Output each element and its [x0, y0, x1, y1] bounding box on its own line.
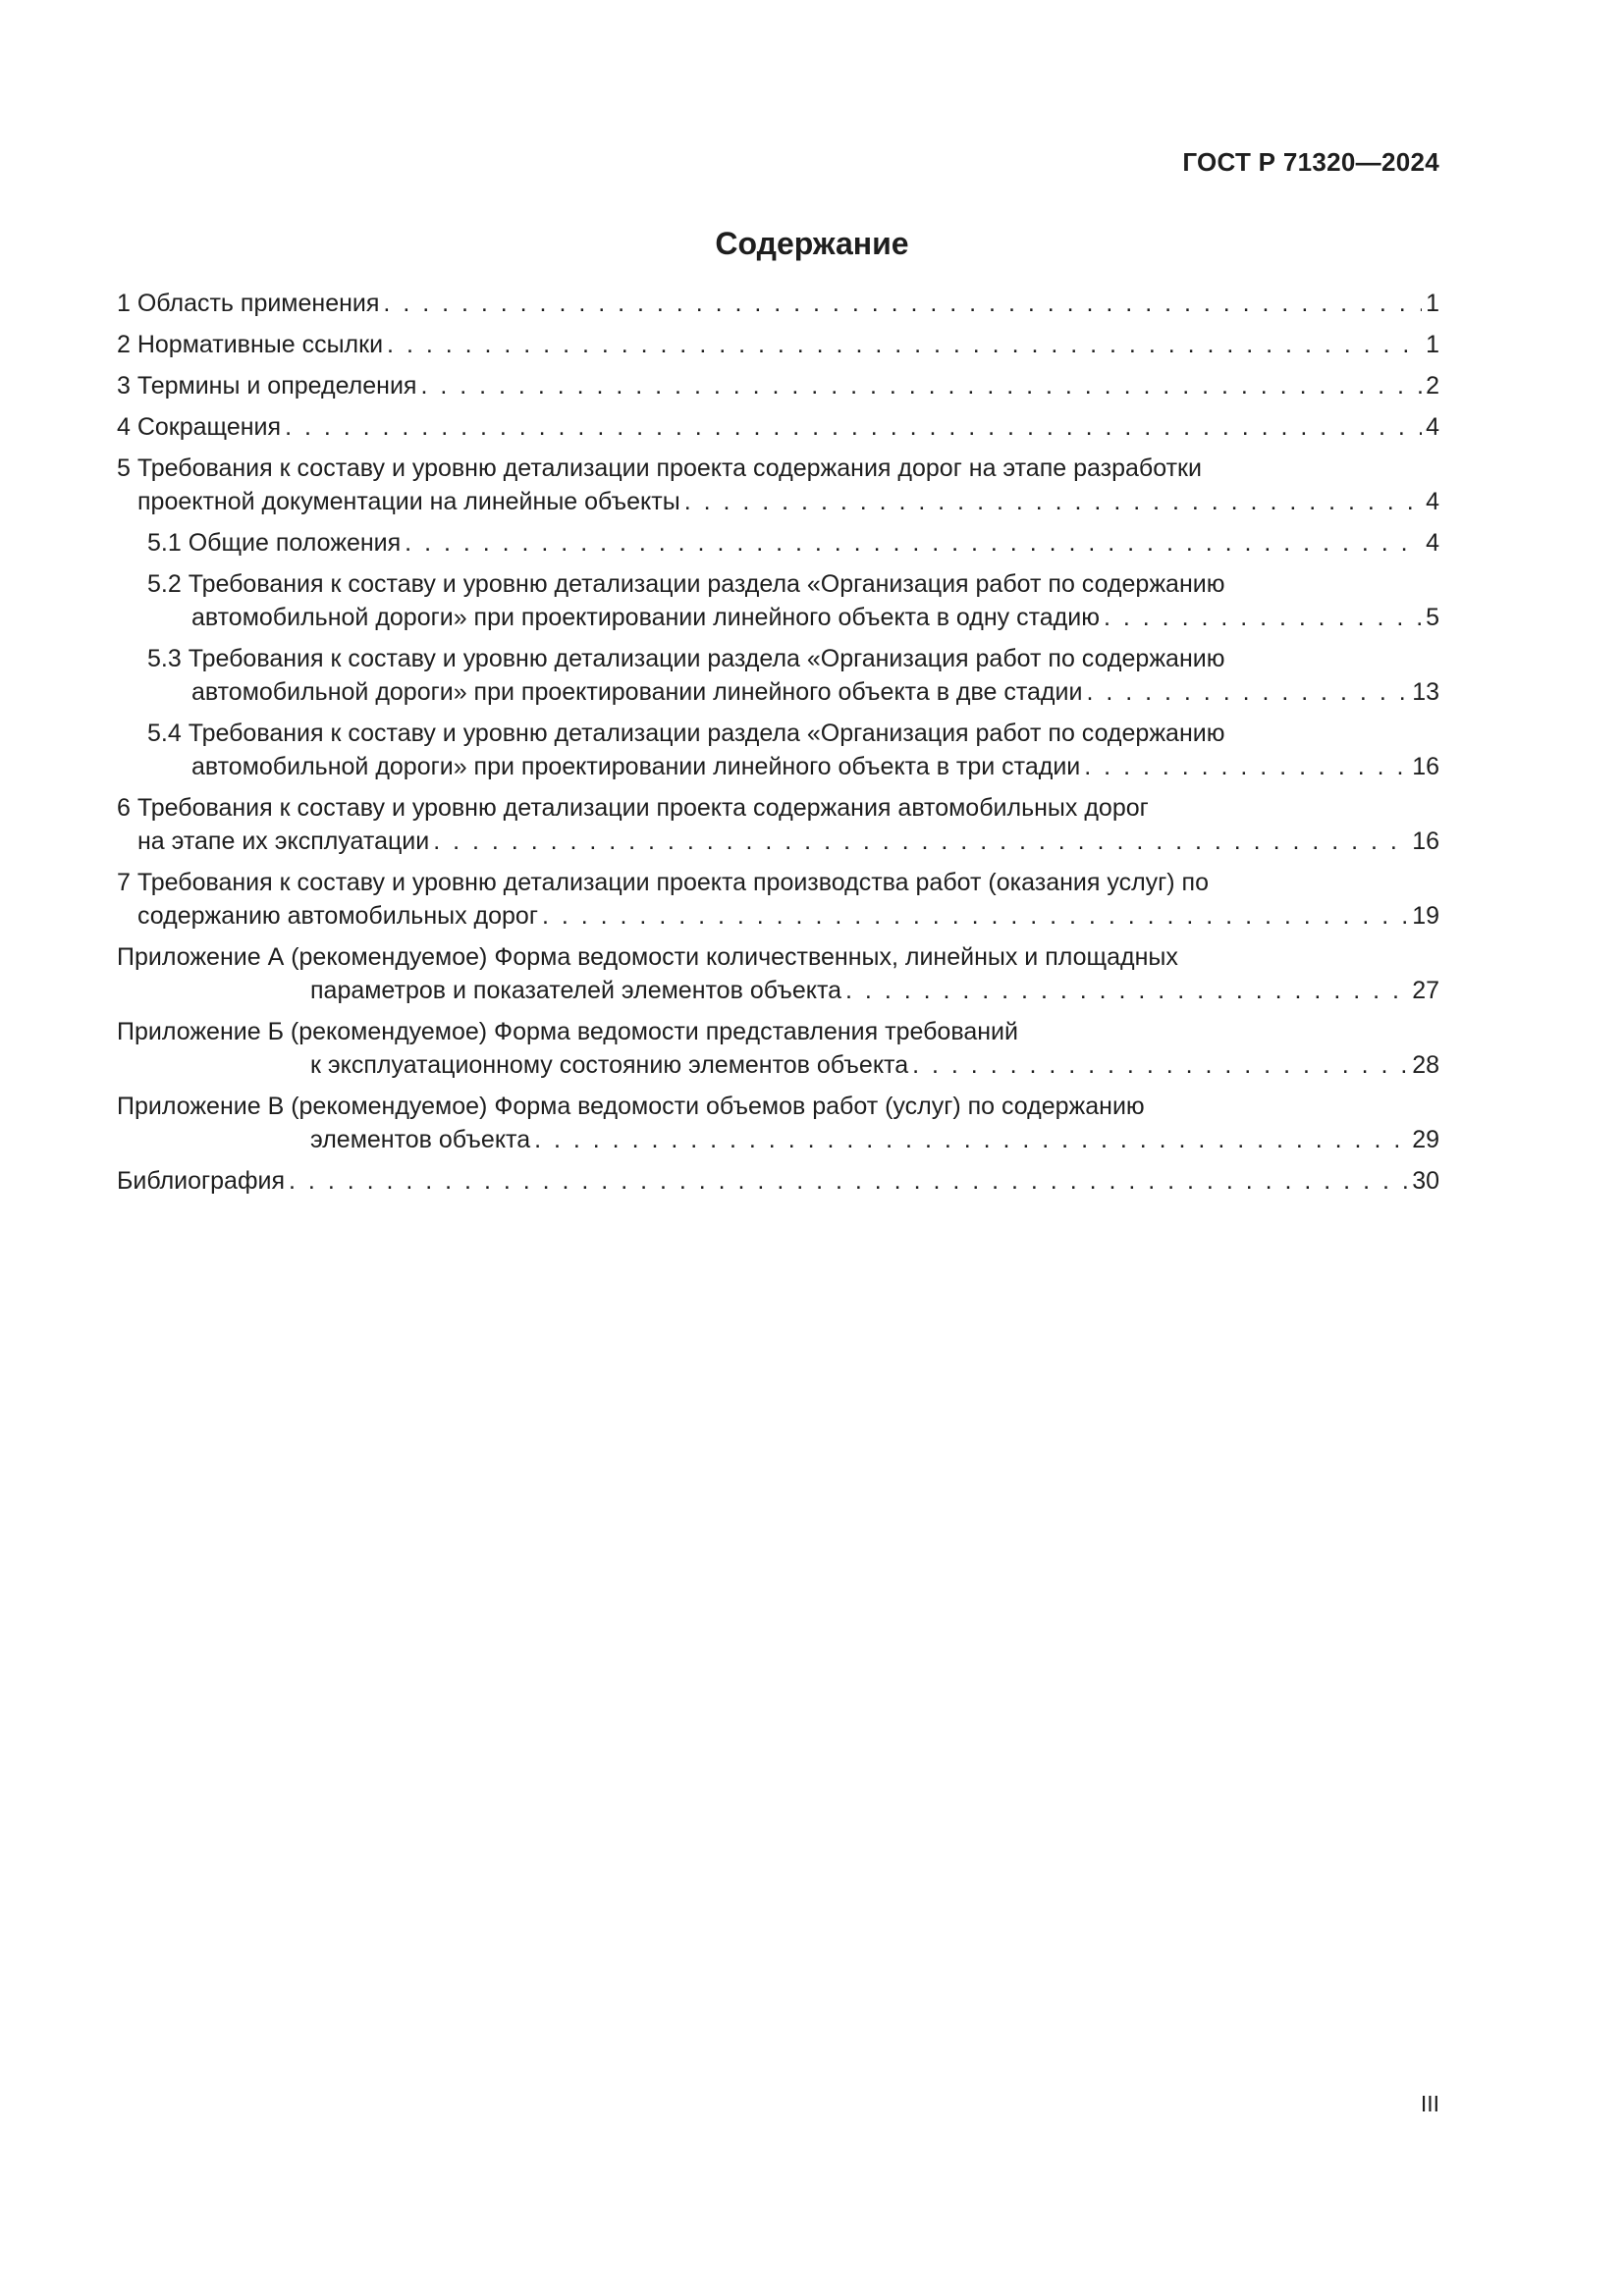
toc-entry-text-continued: к эксплуатационному состоянию элементов объекта — [310, 1051, 909, 1079]
leader-dots — [845, 974, 1408, 1007]
toc-entry-text: 4 Сокращения — [117, 413, 282, 441]
toc-page-number: 5 — [1426, 604, 1439, 631]
toc-entry-text: Приложение В (рекомендуемое) Форма ведомости объемов работ (услуг) по содержанию — [117, 1093, 1145, 1120]
toc-entry-text-continued: автомобильной дороги» при проектировании линейного объекта в две стадии — [191, 678, 1083, 706]
toc-page-number: 27 — [1412, 977, 1439, 1004]
toc-entry-text: 1 Область применения — [117, 290, 380, 317]
toc-page-number: 4 — [1426, 529, 1439, 557]
toc-entry-text: 5.2 Требования к составу и уровню детализации раздела «Организация работ по содержанию — [147, 570, 1225, 598]
toc-entry-5-1[interactable] — [117, 526, 1439, 560]
standard-designation: ГОСТ Р 71320—2024 — [1182, 147, 1439, 177]
toc-entry-6[interactable] — [117, 791, 1439, 858]
toc-page-number: 30 — [1412, 1167, 1439, 1195]
toc-page-number: 2 — [1426, 372, 1439, 400]
toc-entry-text-continued: элементов объекта — [310, 1126, 531, 1153]
toc-entry-text: 5.4 Требования к составу и уровню детализации раздела «Организация работ по содержанию — [147, 720, 1225, 747]
toc-entry-appendix-b[interactable] — [117, 1015, 1439, 1082]
toc-entry-text: 7 Требования к составу и уровню детализации проекта производства работ (оказания услуг) по — [117, 869, 1209, 896]
toc-entry-5-4[interactable] — [117, 717, 1439, 783]
toc-page-number: 28 — [1412, 1051, 1439, 1079]
toc-entry-5-2[interactable] — [117, 567, 1439, 634]
toc-entry-text-continued: содержанию автомобильных дорог — [137, 902, 538, 930]
toc-entry-text: Библиография — [117, 1167, 286, 1195]
leader-dots — [420, 369, 1422, 402]
leader-dots — [383, 287, 1422, 320]
toc-page-number: 13 — [1412, 678, 1439, 706]
leader-dots — [912, 1048, 1408, 1082]
toc-entry-text: 5 Требования к составу и уровню детализации проекта содержания дорог на этапе разработки — [117, 454, 1202, 482]
toc-entry-1[interactable] — [117, 287, 1439, 320]
page-title: Содержание — [715, 226, 909, 261]
toc-entry-5-3[interactable] — [117, 642, 1439, 709]
page-number: III — [1420, 2091, 1439, 2116]
leader-dots — [542, 899, 1408, 933]
leader-dots — [684, 485, 1422, 518]
toc-entry-4[interactable] — [117, 410, 1439, 444]
toc-entry-text: 5.3 Требования к составу и уровню детализации раздела «Организация работ по содержанию — [147, 645, 1225, 672]
toc-entry-bibliography[interactable] — [117, 1164, 1439, 1198]
toc-entry-text: 2 Нормативные ссылки — [117, 331, 384, 358]
toc-entry-appendix-a[interactable] — [117, 940, 1439, 1007]
toc-entry-text: 6 Требования к составу и уровню детализации проекта содержания автомобильных дорог — [117, 794, 1149, 822]
leader-dots — [433, 825, 1408, 858]
toc-page-number: 29 — [1412, 1126, 1439, 1153]
table-of-contents — [117, 287, 1439, 1205]
toc-entry-text: Приложение Б (рекомендуемое) Форма ведомости представления требований — [117, 1018, 1018, 1045]
leader-dots — [534, 1123, 1408, 1156]
toc-entry-text-continued: автомобильной дороги» при проектировании линейного объекта в одну стадию — [191, 604, 1100, 631]
leader-dots — [1104, 601, 1422, 634]
toc-entry-appendix-v[interactable] — [117, 1090, 1439, 1156]
leader-dots — [405, 526, 1422, 560]
toc-page-number: 19 — [1412, 902, 1439, 930]
leader-dots — [289, 1164, 1408, 1198]
toc-entry-text-continued: параметров и показателей элементов объекта — [310, 977, 842, 1004]
toc-entry-2[interactable] — [117, 328, 1439, 361]
leader-dots — [285, 410, 1422, 444]
toc-entry-5[interactable] — [117, 452, 1439, 518]
leader-dots — [1086, 675, 1408, 709]
toc-entry-text: 5.1 Общие положения — [147, 529, 402, 557]
toc-entry-text-continued: автомобильной дороги» при проектировании линейного объекта в три стадии — [191, 753, 1081, 780]
toc-entry-text-continued: проектной документации на линейные объекты — [137, 488, 680, 515]
toc-entry-3[interactable] — [117, 369, 1439, 402]
toc-page-number: 16 — [1412, 753, 1439, 780]
toc-page-number: 1 — [1426, 290, 1439, 317]
leader-dots — [1084, 750, 1408, 783]
toc-page-number: 4 — [1426, 413, 1439, 441]
toc-entry-7[interactable] — [117, 866, 1439, 933]
toc-entry-text: 3 Термины и определения — [117, 372, 417, 400]
leader-dots — [387, 328, 1422, 361]
toc-page-number: 16 — [1412, 828, 1439, 855]
toc-entry-text-continued: на этапе их эксплуатации — [137, 828, 430, 855]
toc-entry-text: Приложение А (рекомендуемое) Форма ведомости количественных, линейных и площадных — [117, 943, 1178, 971]
toc-page-number: 1 — [1426, 331, 1439, 358]
toc-page-number: 4 — [1426, 488, 1439, 515]
